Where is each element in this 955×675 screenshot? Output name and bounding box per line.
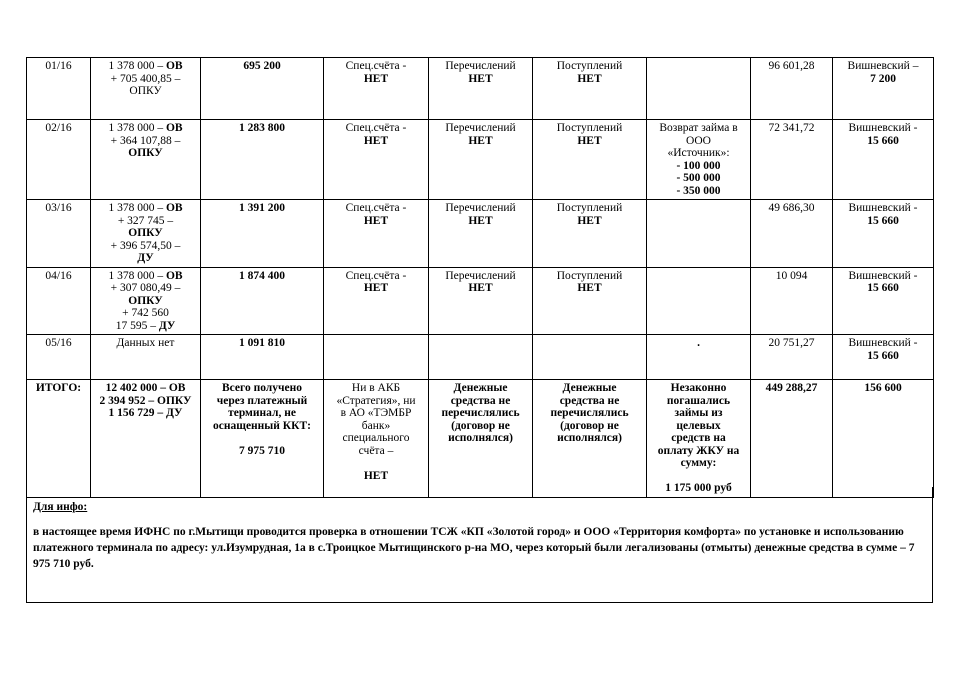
totals-sources-line: 12 402 000 – ОВ	[105, 382, 186, 394]
source-text: ДУ	[137, 252, 154, 264]
spec-account-value: НЕТ	[363, 214, 389, 227]
source-text: ОПКУ	[129, 85, 162, 97]
transfers-cell	[429, 267, 533, 335]
totals-spec-line: счёта –	[358, 444, 394, 457]
period-cell: 01/16	[27, 58, 91, 120]
source-text: ДУ	[158, 319, 176, 332]
source-text: 1 378 000 –	[108, 202, 166, 214]
totals-amount: 449 288,27	[751, 380, 833, 498]
totals-spec-line: НЕТ	[363, 469, 389, 482]
loans-cell	[647, 335, 751, 380]
source-text: ОВ	[165, 202, 183, 214]
income-label: Поступлений	[556, 60, 623, 72]
amount-cell: 20 751,27	[751, 335, 833, 380]
spec-account-label: Спец.счёта -	[345, 269, 407, 282]
person-value: 7 200	[870, 72, 896, 85]
totals-transfers-line: исполнялся)	[448, 432, 513, 444]
transfers-label: Перечислений	[445, 122, 516, 134]
received-cell: 1 283 800	[201, 120, 324, 200]
period-cell: 04/16	[27, 267, 91, 335]
table-row	[27, 267, 934, 335]
source-text: + 327 745 –	[117, 214, 174, 227]
totals-income-line: средства не	[559, 394, 620, 407]
loans-cell	[647, 120, 751, 200]
transfers-label: Перечислений	[445, 202, 516, 214]
income-cell	[533, 200, 647, 268]
totals-income-line: (договор не	[560, 419, 619, 432]
received-cell: 1 091 810	[201, 335, 324, 380]
sources-cell	[91, 120, 201, 200]
totals-received-line: терминал, не	[228, 407, 296, 419]
table-row	[27, 58, 934, 120]
totals-label: ИТОГО:	[27, 380, 91, 498]
totals-spec-line: банк»	[361, 419, 391, 432]
spec-account-cell	[324, 58, 429, 120]
loans-cell	[647, 200, 751, 268]
spec-account-value: НЕТ	[363, 282, 389, 294]
sources-cell	[91, 335, 201, 380]
totals-spec-line: Ни в АКБ	[351, 382, 401, 394]
totals-person: 156 600	[833, 380, 934, 498]
transfers-cell	[429, 335, 533, 380]
transfers-label: Перечислений	[445, 269, 516, 282]
loans-line: - 350 000	[676, 184, 721, 197]
totals-transfers-line: перечислялись	[441, 407, 520, 419]
amount-cell: 10 094	[751, 267, 833, 335]
sources-cell	[91, 200, 201, 268]
source-text: Данных нет	[116, 337, 175, 349]
received-cell: 1 874 400	[201, 267, 324, 335]
period-cell: 02/16	[27, 120, 91, 200]
loans-line: «Источник»:	[667, 147, 730, 159]
transfers-value: НЕТ	[468, 134, 493, 147]
totals-transfers-line: средства не	[450, 394, 511, 407]
transfers-label: Перечислений	[445, 60, 516, 72]
income-cell	[533, 120, 647, 200]
income-cell	[533, 335, 647, 380]
info-text: в настоящее время ИФНС по г.Мытищи проводится проверка в отношении ТСЖ «КП «Золотой город» и ООО «Территория комфорта» по установке и использованию платежного терминала по адресу: ул.Изумрудная, 1а в с.Троицкое Мытищинского р-на МО, через который были легализованы (отмыты) денежные средства в сумме – 7 975 710 руб.	[33, 526, 915, 570]
person-value: 15 660	[867, 214, 899, 227]
amount-cell: 96 601,28	[751, 58, 833, 120]
info-title: Для инфо:	[33, 501, 88, 513]
totals-received	[201, 380, 324, 498]
totals-loans-line: целевых	[676, 419, 721, 432]
person-cell	[833, 120, 934, 200]
sources-cell	[91, 267, 201, 335]
income-label: Поступлений	[556, 122, 623, 134]
person-cell	[833, 335, 934, 380]
totals-spec-line: «Стратегия», ни	[336, 394, 416, 407]
totals-income-line: исполнялся)	[557, 432, 622, 444]
person-value: 15 660	[867, 349, 899, 362]
income-value: НЕТ	[577, 72, 602, 85]
income-cell	[533, 58, 647, 120]
source-text: 1 378 000 –	[108, 269, 166, 282]
totals-loans	[647, 380, 751, 498]
totals-loans-line: сумму:	[680, 457, 717, 469]
table-row	[27, 200, 934, 268]
totals-transfers-line: Денежные	[453, 382, 508, 394]
totals-loans-line: погашались	[666, 394, 731, 407]
totals-received-line: Всего получено	[222, 382, 302, 394]
totals-loans-line: оплату ЖКУ на	[657, 444, 740, 457]
loans-line: Возврат займа в	[659, 122, 738, 134]
person-cell	[833, 267, 934, 335]
source-text: ОВ	[165, 60, 183, 72]
totals-sources-line: 1 156 729 – ДУ	[108, 407, 183, 419]
person-label: Вишневский -	[848, 122, 918, 134]
income-label: Поступлений	[556, 269, 623, 282]
source-text: 1 378 000 –	[108, 60, 166, 72]
person-label: Вишневский –	[847, 60, 919, 72]
income-value: НЕТ	[577, 134, 602, 147]
transfers-value: НЕТ	[468, 214, 493, 227]
totals-income-line: перечислялись	[550, 407, 629, 419]
received-cell: 1 391 200	[201, 200, 324, 268]
income-value: НЕТ	[577, 282, 602, 294]
totals-loans-line: средств на	[671, 432, 726, 444]
source-text: + 364 107,88 –	[110, 134, 181, 147]
person-value: 15 660	[867, 134, 899, 147]
transfers-cell	[429, 58, 533, 120]
source-text: 1 378 000 –	[108, 122, 166, 134]
totals-transfers	[429, 380, 533, 498]
info-box	[26, 487, 933, 603]
source-text: + 742 560	[122, 307, 169, 319]
table-row	[27, 335, 934, 380]
transfers-value: НЕТ	[468, 72, 493, 85]
source-text: 17 595 –	[115, 319, 159, 332]
source-text: ОПКУ	[128, 227, 163, 239]
spec-account-cell	[324, 267, 429, 335]
ledger-body	[27, 58, 934, 498]
loans-line: - 500 000	[676, 172, 721, 184]
loans-line: .	[697, 337, 700, 349]
person-label: Вишневский -	[848, 337, 918, 349]
transfers-value: НЕТ	[468, 282, 493, 294]
loans-line: - 100 000	[676, 159, 721, 172]
amount-cell: 49 686,30	[751, 200, 833, 268]
income-label: Поступлений	[556, 202, 623, 214]
loans-line: ООО	[686, 134, 711, 147]
source-text: + 396 574,50 –	[110, 239, 181, 252]
spec-account-label: Спец.счёта -	[345, 202, 407, 214]
totals-transfers-line: (договор не	[451, 419, 510, 432]
totals-income	[533, 380, 647, 498]
spec-account-value: НЕТ	[363, 72, 389, 85]
income-cell	[533, 267, 647, 335]
totals-loans-line: Незаконно	[670, 382, 727, 394]
totals-loans-line	[649, 470, 748, 483]
sources-cell	[91, 58, 201, 120]
source-text: ОПКУ	[128, 294, 163, 307]
totals-sources	[91, 380, 201, 498]
spec-account-label: Спец.счёта -	[345, 122, 407, 134]
totals-spec-line: в АО «ТЭМБР	[340, 407, 412, 419]
period-cell: 03/16	[27, 200, 91, 268]
totals-received-line	[203, 432, 321, 445]
totals-spec-line: специального	[342, 432, 410, 444]
table-row	[27, 120, 934, 200]
source-text: ОВ	[165, 269, 183, 282]
source-text: + 705 400,85 –	[110, 72, 181, 85]
person-cell	[833, 58, 934, 120]
totals-received-line: 7 975 710	[239, 444, 285, 457]
totals-received-line: через платежный	[216, 394, 308, 407]
totals-loans-line: 1 175 000 руб	[665, 482, 732, 494]
received-cell: 695 200	[201, 58, 324, 120]
totals-income-line: Денежные	[562, 382, 617, 394]
person-label: Вишневский -	[848, 269, 918, 282]
ledger-table	[26, 57, 934, 498]
person-cell	[833, 200, 934, 268]
transfers-cell	[429, 200, 533, 268]
totals-spec	[324, 380, 429, 498]
spec-account-label: Спец.счёта -	[345, 60, 407, 72]
spec-account-value: НЕТ	[363, 134, 389, 147]
loans-cell	[647, 58, 751, 120]
totals-received-line: оснащенный ККТ:	[213, 419, 311, 432]
period-cell: 05/16	[27, 335, 91, 380]
person-value: 15 660	[867, 282, 899, 294]
totals-sources-line: 2 394 952 – ОПКУ	[99, 394, 192, 407]
spec-account-cell	[324, 200, 429, 268]
income-value: НЕТ	[577, 214, 602, 227]
transfers-cell	[429, 120, 533, 200]
totals-loans-line: займы из	[674, 407, 723, 419]
loans-cell	[647, 267, 751, 335]
source-text: + 307 080,49 –	[110, 282, 181, 294]
source-text: ОВ	[165, 122, 183, 134]
source-text: ОПКУ	[128, 147, 163, 159]
person-label: Вишневский -	[848, 202, 918, 214]
spec-account-cell	[324, 335, 429, 380]
spec-account-cell	[324, 120, 429, 200]
amount-cell: 72 341,72	[751, 120, 833, 200]
totals-row	[27, 380, 934, 498]
totals-spec-line	[326, 457, 426, 470]
